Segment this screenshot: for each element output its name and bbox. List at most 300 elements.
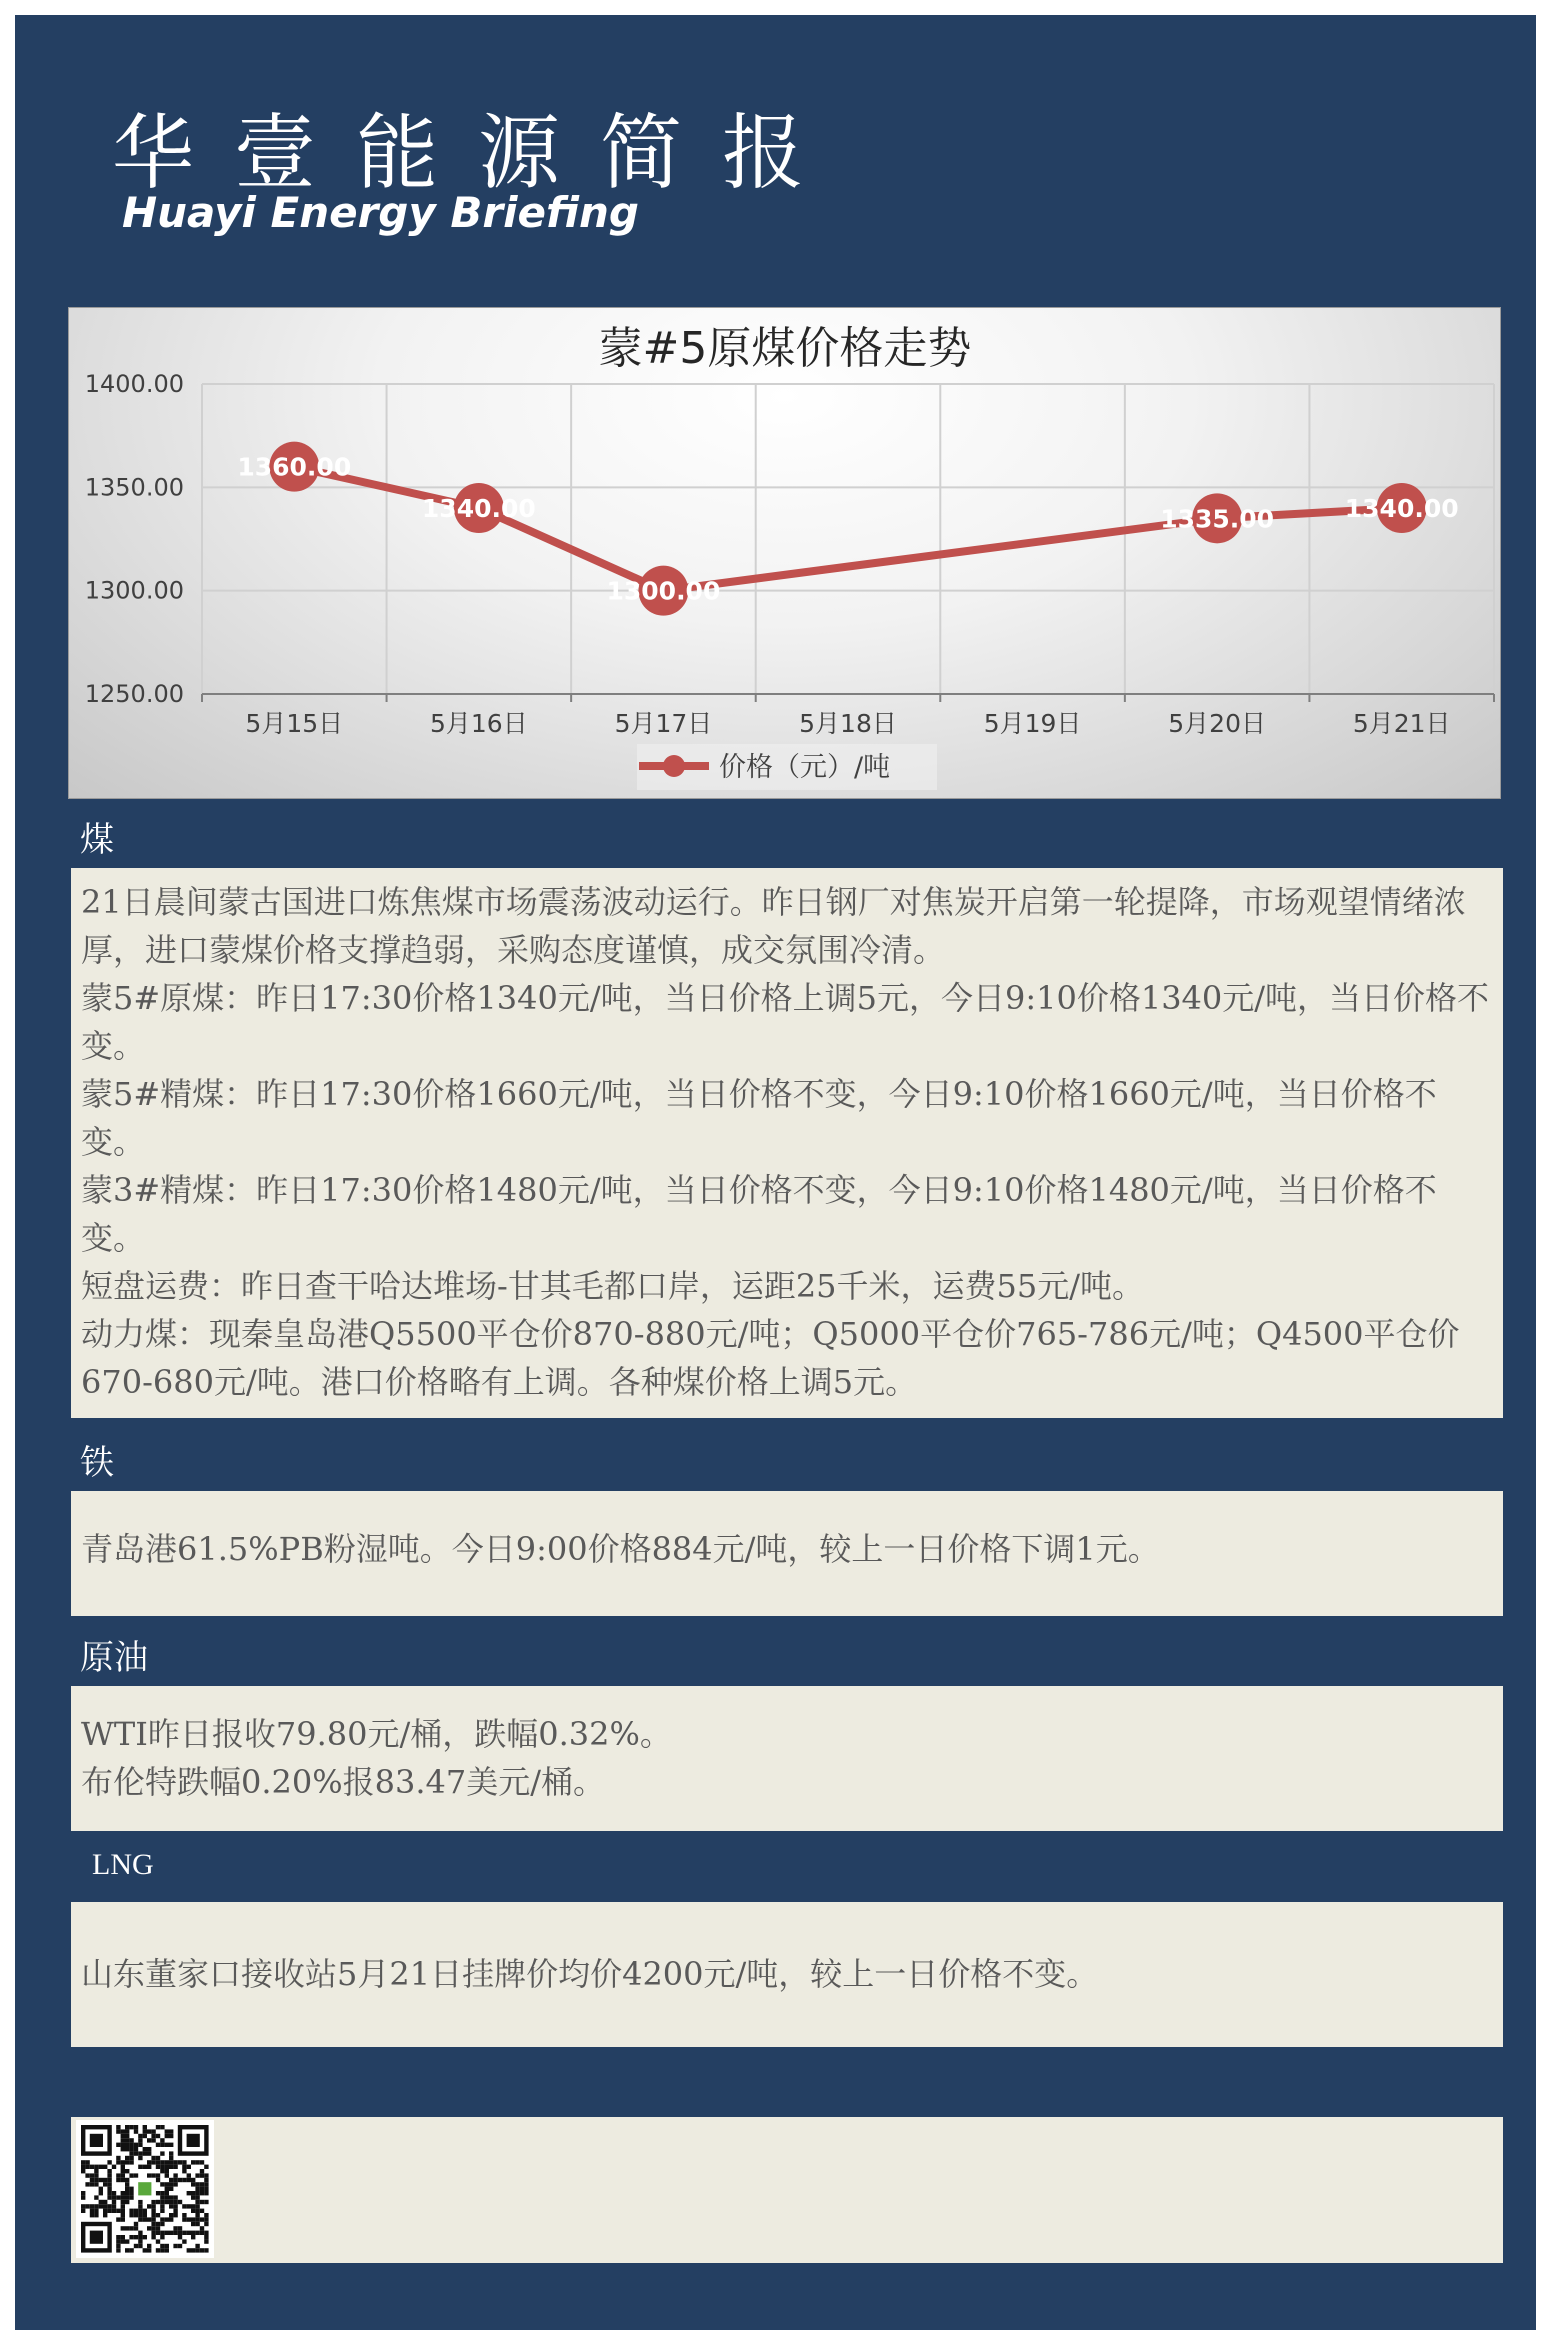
qr-module: [195, 2204, 199, 2208]
qr-module: [204, 2200, 208, 2204]
qr-module: [178, 2160, 182, 2164]
qr-module: [94, 2213, 98, 2217]
qr-module: [138, 2231, 142, 2235]
x-tick-label: 5月19日: [983, 709, 1082, 738]
qr-module: [165, 2165, 169, 2169]
qr-module: [103, 2209, 107, 2213]
qr-module: [116, 2160, 120, 2164]
qr-module: [195, 2244, 199, 2248]
qr-module: [200, 2226, 204, 2230]
qr-module: [151, 2138, 155, 2142]
qr-module: [156, 2134, 160, 2138]
qr-module: [125, 2248, 129, 2252]
data-label: 1335.00: [1160, 504, 1275, 534]
qr-module: [143, 2125, 147, 2129]
qr-module: [99, 2200, 103, 2204]
qr-module: [200, 2217, 204, 2221]
qr-module: [151, 2160, 155, 2164]
qr-module: [125, 2200, 129, 2204]
qr-module: [169, 2129, 173, 2133]
qr-module: [169, 2134, 173, 2138]
qr-module: [160, 2222, 164, 2226]
qr-module: [195, 2222, 199, 2226]
title-chinese: 华壹能源简报: [112, 106, 845, 201]
qr-module: [173, 2160, 177, 2164]
qr-module: [160, 2138, 164, 2142]
qr-module: [90, 2165, 94, 2169]
qr-module: [187, 2165, 191, 2169]
footer-panel: [71, 2117, 1503, 2263]
qr-module: [121, 2209, 125, 2213]
qr-module: [129, 2173, 133, 2177]
qr-module: [195, 2209, 199, 2213]
qr-module: [143, 2147, 147, 2151]
qr-module: [169, 2231, 173, 2235]
qr-module: [129, 2187, 133, 2191]
qr-module: [182, 2165, 186, 2169]
qr-module: [156, 2222, 160, 2226]
qr-module: [156, 2178, 160, 2182]
qr-module: [173, 2213, 177, 2217]
qr-module: [169, 2160, 173, 2164]
qr-module: [195, 2182, 199, 2186]
qr-module: [195, 2173, 199, 2177]
qr-module: [134, 2244, 138, 2248]
qr-module: [112, 2200, 116, 2204]
qr-module: [94, 2204, 98, 2208]
qr-module: [107, 2187, 111, 2191]
qr-module: [90, 2213, 94, 2217]
qr-module: [143, 2129, 147, 2133]
qr-module: [121, 2147, 125, 2151]
qr-module: [129, 2248, 133, 2252]
qr-module: [138, 2244, 142, 2248]
qr-module: [204, 2187, 208, 2191]
qr-module: [204, 2248, 208, 2252]
qr-module: [116, 2173, 120, 2177]
qr-module: [204, 2178, 208, 2182]
qr-module: [121, 2134, 125, 2138]
qr-module: [129, 2160, 133, 2164]
qr-module: [195, 2248, 199, 2252]
qr-module: [90, 2209, 94, 2213]
y-tick-label: 1400.00: [84, 370, 184, 398]
qr-module: [147, 2217, 151, 2221]
coal-panel: [71, 868, 1503, 1418]
qr-module: [200, 2173, 204, 2177]
qr-module: [138, 2165, 142, 2169]
qr-module: [116, 2195, 120, 2199]
qr-module: [160, 2160, 164, 2164]
qr-module: [103, 2213, 107, 2217]
qr-code-graphic: [76, 2120, 214, 2258]
qr-module: [191, 2191, 195, 2195]
qr-module: [200, 2169, 204, 2173]
qr-module: [138, 2213, 142, 2217]
qr-module: [165, 2195, 169, 2199]
qr-module: [129, 2138, 133, 2142]
qr-module: [107, 2182, 111, 2186]
qr-module: [134, 2209, 138, 2213]
qr-module: [125, 2187, 129, 2191]
qr-module: [129, 2213, 133, 2217]
iron-text: 青岛港61.5%PB粉湿吨。今日9:00价格884元/吨，较上一日价格下调1元。: [81, 1530, 1160, 1568]
qr-module: [173, 2204, 177, 2208]
qr-module: [121, 2178, 125, 2182]
qr-module: [156, 2200, 160, 2204]
qr-module: [204, 2217, 208, 2221]
qr-module: [165, 2191, 169, 2195]
qr-module: [107, 2209, 111, 2213]
qr-module: [187, 2217, 191, 2221]
legend-label: 价格（元）/吨: [719, 752, 891, 783]
qr-module: [204, 2235, 208, 2239]
qr-module: [160, 2244, 164, 2248]
qr-module: [173, 2178, 177, 2182]
qr-module: [165, 2187, 169, 2191]
x-tick-label: 5月17日: [614, 709, 713, 738]
qr-module: [147, 2160, 151, 2164]
section-label-oil: 原油: [80, 1638, 148, 1678]
qr-module: [195, 2160, 199, 2164]
qr-module: [191, 2248, 195, 2252]
data-label: 1340.00: [1344, 494, 1459, 523]
qr-module: [103, 2204, 107, 2208]
qr-module: [107, 2178, 111, 2182]
oil-line-brent: 布伦特跌幅0.20%报83.47美元/桶。: [81, 1763, 606, 1801]
qr-module: [138, 2138, 142, 2142]
qr-module: [165, 2217, 169, 2221]
qr-module: [103, 2200, 107, 2204]
qr-module: [151, 2217, 155, 2221]
qr-module: [138, 2200, 142, 2204]
qr-module: [173, 2173, 177, 2177]
qr-module: [160, 2191, 164, 2195]
qr-module: [169, 2217, 173, 2221]
qr-module: [182, 2231, 186, 2235]
qr-module: [173, 2182, 177, 2186]
qr-module: [134, 2143, 138, 2147]
qr-module: [182, 2160, 186, 2164]
qr-module: [129, 2125, 133, 2129]
qr-module: [169, 2182, 173, 2186]
qr-module: [107, 2204, 111, 2208]
qr-module: [160, 2165, 164, 2169]
qr-module: [107, 2173, 111, 2177]
coal-paragraph-raw-5: 蒙5#原煤：昨日17:30价格1340元/吨，当日价格上调5元，今日9:10价格1340元/吨，当日价格不变。: [81, 979, 1490, 1065]
qr-module: [182, 2239, 186, 2243]
qr-module: [138, 2204, 142, 2208]
title-english: Huayi Energy Briefing: [122, 188, 639, 237]
qr-module: [121, 2129, 125, 2133]
qr-module: [138, 2217, 142, 2221]
qr-module: [160, 2200, 164, 2204]
qr-module: [165, 2248, 169, 2252]
qr-module: [200, 2200, 204, 2204]
section-label-iron: 铁: [80, 1443, 114, 1483]
qr-module: [191, 2209, 195, 2213]
qr-module: [165, 2244, 169, 2248]
qr-module: [81, 2169, 85, 2173]
qr-module: [200, 2191, 204, 2195]
qr-module: [187, 2248, 191, 2252]
qr-module: [204, 2222, 208, 2226]
qr-module: [94, 2195, 98, 2199]
qr-module: [125, 2143, 129, 2147]
qr-module: [116, 2209, 120, 2213]
qr-module: [165, 2173, 169, 2177]
qr-module: [191, 2182, 195, 2186]
x-tick-label: 5月20日: [1168, 709, 1267, 738]
qr-module: [156, 2191, 160, 2195]
qr-module: [125, 2134, 129, 2138]
qr-module: [156, 2226, 160, 2230]
qr-module: [147, 2248, 151, 2252]
qr-module: [173, 2226, 177, 2230]
qr-module: [121, 2160, 125, 2164]
qr-module: [200, 2187, 204, 2191]
qr-module: [147, 2244, 151, 2248]
qr-module: [143, 2248, 147, 2252]
qr-module: [81, 2160, 85, 2164]
qr-module: [129, 2195, 133, 2199]
qr-module: [182, 2169, 186, 2173]
qr-module: [169, 2165, 173, 2169]
qr-module: [121, 2235, 125, 2239]
qr-module: [165, 2134, 169, 2138]
qr-module: [134, 2147, 138, 2151]
x-tick-label: 5月15日: [245, 709, 344, 738]
qr-module: [125, 2239, 129, 2243]
qr-module: [169, 2204, 173, 2208]
qr-module: [160, 2182, 164, 2186]
qr-module: [94, 2209, 98, 2213]
qr-module: [147, 2204, 151, 2208]
qr-module: [121, 2226, 125, 2230]
y-tick-label: 1350.00: [84, 473, 184, 502]
qr-module: [182, 2204, 186, 2208]
qr-module: [121, 2204, 125, 2208]
qr-module: [90, 2182, 94, 2186]
qr-module: [134, 2235, 138, 2239]
qr-module: [112, 2165, 116, 2169]
qr-module: [204, 2182, 208, 2186]
qr-module: [191, 2178, 195, 2182]
qr-module: [103, 2178, 107, 2182]
qr-module: [112, 2204, 116, 2208]
qr-module: [81, 2209, 85, 2213]
qr-module: [173, 2200, 177, 2204]
qr-module: [138, 2151, 142, 2155]
qr-module: [151, 2204, 155, 2208]
qr-module: [160, 2143, 164, 2147]
qr-module: [94, 2178, 98, 2182]
qr-module: [204, 2213, 208, 2217]
qr-module: [85, 2165, 89, 2169]
qr-module: [90, 2173, 94, 2177]
qr-module: [160, 2209, 164, 2213]
qr-module: [151, 2173, 155, 2177]
qr-module: [99, 2165, 103, 2169]
qr-module: [165, 2169, 169, 2173]
qr-module: [125, 2169, 129, 2173]
qr-module: [134, 2213, 138, 2217]
qr-module: [204, 2165, 208, 2169]
qr-module: [138, 2143, 142, 2147]
qr-module: [182, 2178, 186, 2182]
qr-module: [81, 2204, 85, 2208]
qr-module: [147, 2129, 151, 2133]
qr-module: [160, 2231, 164, 2235]
oil-panel: [71, 1686, 1503, 1831]
qr-module: [121, 2195, 125, 2199]
qr-module: [121, 2169, 125, 2173]
qr-module: [116, 2235, 120, 2239]
qr-module: [156, 2213, 160, 2217]
qr-module: [200, 2248, 204, 2252]
qr-module: [103, 2182, 107, 2186]
coal-paragraph-thermal: 动力煤：现秦皇岛港Q5500平仓价870-880元/吨；Q5000平仓价765-786元/吨；Q4500平仓价670-680元/吨。港口价格略有上调。各种煤价格上调5元。: [81, 1315, 1460, 1401]
y-tick-label: 1300.00: [84, 576, 184, 605]
qr-module: [165, 2182, 169, 2186]
qr-module: [195, 2195, 199, 2199]
qr-module: [147, 2226, 151, 2230]
qr-module: [81, 2191, 85, 2195]
qr-module: [151, 2231, 155, 2235]
data-label: 1300.00: [606, 576, 721, 606]
qr-module: [204, 2173, 208, 2177]
qr-module: [156, 2173, 160, 2177]
qr-module: [143, 2217, 147, 2221]
qr-module: [143, 2151, 147, 2155]
qr-module: [195, 2217, 199, 2221]
qr-module: [81, 2165, 85, 2169]
qr-module: [138, 2156, 142, 2160]
qr-module: [151, 2129, 155, 2133]
coal-paragraph-washed-5: 蒙5#精煤：昨日17:30价格1660元/吨，当日价格不变，今日9:10价格1660元/吨，当日价格不变。: [81, 1075, 1437, 1161]
qr-module: [191, 2195, 195, 2199]
qr-module: [121, 2213, 125, 2217]
qr-module: [169, 2156, 173, 2160]
qr-module: [165, 2200, 169, 2204]
qr-module: [195, 2187, 199, 2191]
qr-module: [129, 2147, 133, 2151]
qr-module: [138, 2209, 142, 2213]
qr-module: [116, 2217, 120, 2221]
section-label-lng: LNG: [92, 1848, 154, 1881]
qr-module: [143, 2209, 147, 2213]
qr-module: [94, 2165, 98, 2169]
qr-module: [129, 2156, 133, 2160]
data-label: 1340.00: [421, 494, 536, 523]
oil-line-wti: WTI昨日报收79.80元/桶，跌幅0.32%。: [81, 1715, 672, 1753]
qr-module: [125, 2191, 129, 2195]
y-tick-label: 1250.00: [84, 680, 184, 708]
qr-module: [121, 2138, 125, 2142]
qr-module: [156, 2239, 160, 2243]
qr-module: [204, 2191, 208, 2195]
legend-marker-swatch: [663, 755, 685, 777]
qr-module: [178, 2200, 182, 2204]
qr-module: [85, 2173, 89, 2177]
qr-module: [85, 2204, 89, 2208]
qr-module: [107, 2191, 111, 2195]
qr-module: [134, 2125, 138, 2129]
lng-text: 山东董家口接收站5月21日挂牌价均价4200元/吨，较上一日价格不变。: [81, 1955, 1099, 1993]
qr-module: [116, 2129, 120, 2133]
qr-module: [200, 2160, 204, 2164]
qr-module: [85, 2160, 89, 2164]
qr-module: [112, 2209, 116, 2213]
qr-module: [165, 2129, 169, 2133]
qr-module: [160, 2125, 164, 2129]
qr-module: [160, 2235, 164, 2239]
qr-module: [125, 2156, 129, 2160]
qr-module: [99, 2178, 103, 2182]
qr-module: [204, 2239, 208, 2243]
qr-module: [138, 2134, 142, 2138]
qr-module: [151, 2200, 155, 2204]
qr-module: [169, 2151, 173, 2155]
qr-module: [103, 2165, 107, 2169]
qr-logo-mark: [138, 2182, 151, 2195]
qr-module: [129, 2143, 133, 2147]
qr-module: [187, 2178, 191, 2182]
qr-module: [116, 2143, 120, 2147]
qr-module: [200, 2209, 204, 2213]
qr-module: [116, 2125, 120, 2129]
qr-module: [156, 2125, 160, 2129]
qr-module: [121, 2191, 125, 2195]
qr-module: [99, 2204, 103, 2208]
qr-module: [191, 2160, 195, 2164]
qr-module: [173, 2195, 177, 2199]
qr-module: [165, 2231, 169, 2235]
qr-module: [94, 2173, 98, 2177]
qr-module: [107, 2160, 111, 2164]
qr-module: [169, 2213, 173, 2217]
qr-module: [169, 2187, 173, 2191]
x-tick-label: 5月16日: [429, 709, 528, 738]
qr-module: [112, 2191, 116, 2195]
qr-module: [116, 2244, 120, 2248]
qr-module: [160, 2204, 164, 2208]
qr-module: [160, 2151, 164, 2155]
qr-finder-inner: [90, 2231, 103, 2244]
qr-module: [151, 2134, 155, 2138]
iron-panel: [71, 1491, 1503, 1616]
qr-module: [125, 2195, 129, 2199]
qr-module: [156, 2156, 160, 2160]
qr-module: [187, 2231, 191, 2235]
qr-module: [178, 2226, 182, 2230]
qr-module: [116, 2239, 120, 2243]
qr-module: [143, 2213, 147, 2217]
qr-module: [191, 2222, 195, 2226]
qr-module: [191, 2235, 195, 2239]
qr-module: [182, 2217, 186, 2221]
qr-module: [134, 2173, 138, 2177]
coal-paragraph-freight: 短盘运费：昨日查干哈达堆场-甘其毛都口岸，运距25千米，运费55元/吨。: [81, 1267, 1145, 1305]
qr-module: [187, 2173, 191, 2177]
qr-module: [125, 2138, 129, 2142]
qr-module: [90, 2178, 94, 2182]
qr-module: [143, 2134, 147, 2138]
qr-module: [129, 2151, 133, 2155]
qr-module: [165, 2160, 169, 2164]
qr-module: [173, 2165, 177, 2169]
qr-code[interactable]: [76, 2120, 214, 2258]
